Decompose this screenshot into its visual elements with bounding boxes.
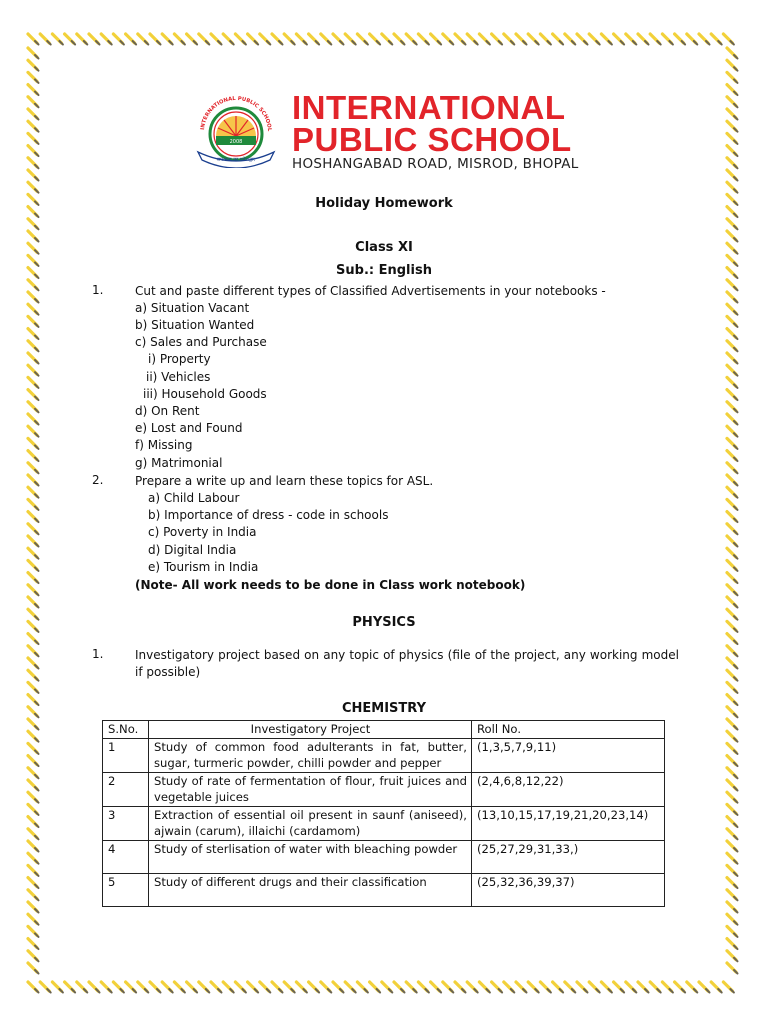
column-header-sno: S.No. — [103, 721, 149, 739]
list-item: a) Situation Vacant — [135, 301, 250, 315]
sub-list-item: iii) Household Goods — [143, 387, 267, 401]
list-item: a) Child Labour — [148, 491, 240, 505]
school-name-line1: INTERNATIONAL — [292, 89, 566, 126]
question-number: 1. — [92, 647, 104, 661]
table-row — [103, 738, 665, 772]
question-number: 2. — [92, 473, 104, 487]
cell-roll: (2,4,6,8,12,22) — [472, 772, 665, 806]
cell-sno: 5 — [103, 873, 149, 906]
cell-roll: (13,10,15,17,19,21,20,23,14) — [472, 806, 665, 840]
list-item: b) Importance of dress - code in schools — [148, 508, 389, 522]
school-name — [292, 89, 572, 158]
list-item: d) On Rent — [135, 404, 200, 418]
cell-project: Study of sterlisation of water with bleaching powder — [149, 840, 472, 873]
column-header-project: Investigatory Project — [149, 721, 472, 739]
question-number: 1. — [92, 283, 104, 297]
list-item: f) Missing — [135, 438, 193, 452]
sub-list-item: i) Property — [148, 352, 211, 366]
school-address: HOSHANGABAD ROAD, MISROD, BHOPAL — [292, 156, 579, 172]
list-item: c) Sales and Purchase — [135, 335, 267, 349]
subject-label: Sub.: English — [336, 263, 432, 278]
list-item: d) Digital India — [148, 543, 237, 557]
physics-question-text: Investigatory project based on any topic of physics (file of the project, any working model if possible) — [135, 648, 679, 679]
list-item: g) Matrimonial — [135, 456, 223, 470]
cell-sno: 2 — [103, 772, 149, 806]
cell-roll: (25,27,29,31,33,) — [472, 840, 665, 873]
list-item: c) Poverty in India — [148, 525, 257, 539]
cell-project: Study of rate of fermentation of flour, fruit juices and vegetable juices — [149, 772, 472, 806]
school-logo-icon — [190, 92, 282, 168]
physics-heading: PHYSICS — [352, 615, 416, 630]
chemistry-heading: CHEMISTRY — [341, 701, 427, 716]
cell-sno: 4 — [103, 840, 149, 873]
cell-project: Study of different drugs and their classification — [149, 873, 472, 906]
cell-sno: 3 — [103, 806, 149, 840]
sub-list-item: ii) Vehicles — [146, 370, 211, 384]
cell-roll: (1,3,5,7,9,11) — [472, 738, 665, 772]
logo-ring-text: INTERNATIONAL PUBLIC SCHOOL — [200, 95, 273, 132]
table-row — [103, 806, 665, 840]
cell-project: Extraction of essential oil present in saunf (aniseed), ajwain (carum), illaichi (cardamom) — [149, 806, 472, 840]
column-header-roll: Roll No. — [472, 721, 665, 739]
list-item: e) Lost and Found — [135, 421, 243, 435]
logo-year: 2008 — [229, 139, 243, 145]
table-row — [103, 840, 665, 873]
list-item: e) Tourism in India — [148, 560, 259, 574]
table-header-row — [103, 721, 665, 739]
logo-motto: सफलता का प्रवेशद्वार — [216, 157, 256, 163]
class-label: Class XI — [355, 240, 413, 255]
page-title: Holiday Homework — [315, 196, 453, 211]
list-item: b) Situation Wanted — [135, 318, 255, 332]
question-text: Cut and paste different types of Classified Advertisements in your notebooks - — [135, 284, 606, 298]
note-text: (Note- All work needs to be done in Class work notebook) — [135, 578, 526, 592]
cell-sno: 1 — [103, 738, 149, 772]
school-name-line2: PUBLIC SCHOOL — [292, 121, 572, 158]
table-row — [103, 772, 665, 806]
cell-roll: (25,32,36,39,37) — [472, 873, 665, 906]
table-row — [103, 873, 665, 906]
chemistry-table — [102, 720, 665, 907]
question-text: Prepare a write up and learn these topics for ASL. — [135, 474, 434, 488]
cell-project: Study of common food adulterants in fat, butter, sugar, turmeric powder, chilli powder and pepper — [149, 738, 472, 772]
